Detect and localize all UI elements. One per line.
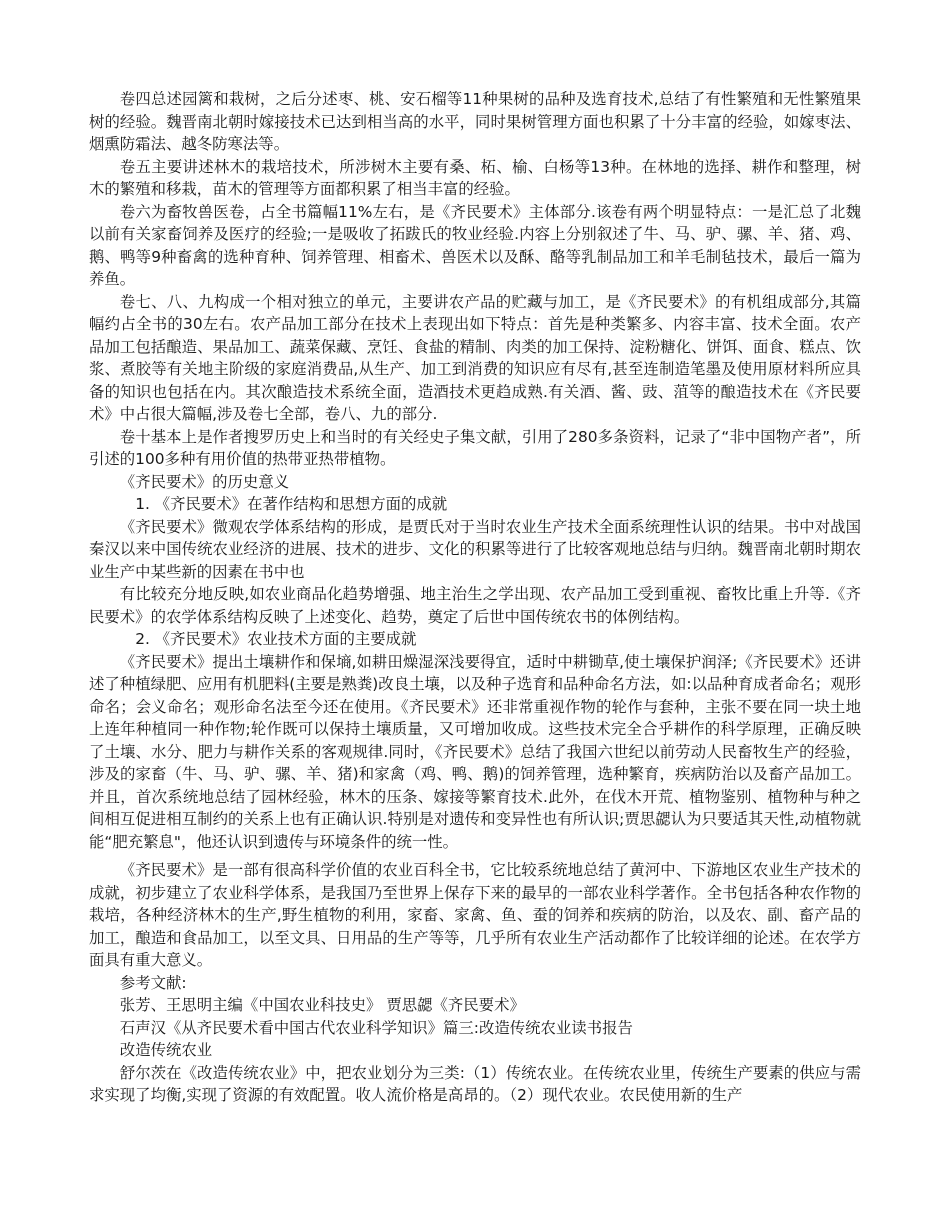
paragraph-schultz: 舒尔茨在《改造传统农业》中，把农业划分为三类:（1）传统农业。在传统农业里，传统生产要素的供应与需求实现了均衡,实现了资源的有效配置。收人流价格是高昂的。（2）现代农业。农民使用新的生产: [89, 1063, 861, 1104]
section-heading-modernize: 改造传统农业: [119, 1041, 213, 1059]
paragraph-vol7-9: 卷七、八、九构成一个相对独立的单元，主要讲农产品的贮藏与加工，是《齐民要术》的有机组成部分,其篇幅约占全书的30左右。农产品加工部分在技术上表现出如下特点：首先是种类繁多、内容丰富、技术全面。农产品加工包括酿造、果品加工、蔬菜保藏、烹饪、食盐的精制、肉类的加工保持、淀粉糖化、饼饵、面食、糕点、饮浆、煮胶等有关地主阶级的家庭消费品,从生产、加工到消费的知识应有尽有,甚至连制造笔墨及使用原材料所应具备的知识也包括在内。其次酿造技术系统全面，造酒技术更趋成熟.有关酒、酱、豉、菹等的酿造技术在《齐民要术》中占很大篇幅,涉及卷七全部，卷八、九的部分.: [89, 292, 861, 423]
paragraph-vol4: 卷四总述园篱和栽树，之后分述枣、桃、安石榴等11种果树的品种及选育技术,总结了有性繁殖和无性繁殖果树的经验。魏晋南北朝时嫁接技术已达到相当高的水平，同时果树管理方面也积累了十分丰富的经验，如嫁枣法、烟熏防霜法、越冬防寒法等。: [89, 90, 861, 153]
paragraph-structure-part1: 《齐民要术》微观农学体系结构的形成，是贾氏对于当时农业生产技术全面系统理性认识的结果。书中对战国秦汉以来中国传统农业经济的进展、技术的进步、文化的积累等进行了比较客观地总结与归纳。魏晋南北朝时期农业生产中某些新的因素在书中也: [89, 517, 861, 581]
subheading-structure: 1. 《齐民要术》在著作结构和思想方面的成就: [135, 495, 448, 513]
paragraph-vol5: 卷五主要讲述林木的栽培技术，所涉树木主要有桑、柘、榆、白杨等13种。在林地的选择、耕作和整理，树木的繁殖和移栽，苗木的管理等方面都积累了相当丰富的经验。: [89, 157, 861, 198]
reference-item-1: 张芳、王思明主编《中国农业科技史》 贾思勰《齐民要术》: [119, 996, 525, 1014]
document-page: [89, 88, 861, 1107]
paragraph-vol10: 卷十基本上是作者搜罗历史上和当时的有关经史子集文献，引用了280多条资料，记录了“非中国物产者”，所引述的100多种有用价值的热带亚热带植物。: [89, 427, 861, 468]
paragraph-summary: 《齐民要术》是一部有很高科学价值的农业百科全书，它比较系统地总结了黄河中、下游地区农业生产技术的成就，初步建立了农业科学体系，是我国乃至世界上保存下来的最早的一部农业科学著作。全书包括各种农作物的栽培，各种经济林木的生产,野生植物的利用，家畜、家禽、鱼、蚕的饲养和疾病的防治，以及农、副、畜产品的加工，酿造和食品加工，以至文具、日用品的生产等等，几乎所有农业生产活动都作了比较详细的论述。在农学方面具有重大意义。: [89, 861, 861, 969]
references-label: 参考文献:: [119, 973, 187, 992]
paragraph-vol6: 卷六为畜牧兽医卷，占全书篇幅11%左右，是《齐民要术》主体部分.该卷有两个明显特点：一是汇总了北魏以前有关家畜饲养及医疗的经验;一是吸收了拓跋氏的牧业经验.内容上分别叙述了牛、马、驴、骡、羊、猪、鸡、鹅、鸭等9种畜禽的选种育种、饲养管理、相畜术、兽医术以及酥、酪等乳制品加工和羊毛制毡技术，最后一篇为养鱼。: [89, 202, 861, 288]
paragraph-technology: 《齐民要术》提出土壤耕作和保墒,如耕田燥湿深浅要得宜，适时中耕锄草,使土壤保护润泽;《齐民要术》还讲述了种植绿肥、应用有机肥料(主要是熟粪)改良土壤，以及种子选育和品种命名方法，如:以品种育成者命名；观形命名；会义命名；观形命名法至今还在使用。《齐民要术》还非常重视作物的轮作与套种，主张不要在同一块土地上连年种植同一种作物;轮作既可以保持土壤质量，又可增加收成。这些技术完全合乎耕作的科学原理，正确反映了土壤、水分、肥力与耕作关系的客观规律.同时，《齐民要术》总结了我国六世纪以前劳动人民畜牧生产的经验，涉及的家畜（牛、马、驴、骡、羊、猪)和家禽（鸡、鸭、鹅)的饲养管理，选种繁育，疾病防治以及畜产品加工。并且，首次系统地总结了园林经验，林木的压条、嫁接等繁育技术.此外，在伐木开荒、植物鉴别、植物种与种之间相互促进相互制约的关系上也有正确认识.特别是对遗传和变异性也有所认识;贾思勰认为只要适其天性,动植物就能“肥充繁息"，他还认识到遗传与环境条件的统一性。: [89, 652, 861, 851]
paragraph-structure-part2: 有比较充分地反映,如农业商品化趋势增强、地主治生之学出现、农产品加工受到重视、畜牧比重上升等.《齐民要术》的农学体系结构反映了上述变化、趋势，奠定了后世中国传统农书的体例结构。: [89, 585, 861, 626]
reference-item-2: 石声汉《从齐民要术看中国古代农业科学知识》篇三:改造传统农业读书报告: [119, 1018, 633, 1037]
subheading-technology: 2. 《齐民要术》农业技术方面的主要成就: [135, 630, 417, 648]
section-heading-significance: 《齐民要术》的历史意义: [119, 472, 290, 491]
